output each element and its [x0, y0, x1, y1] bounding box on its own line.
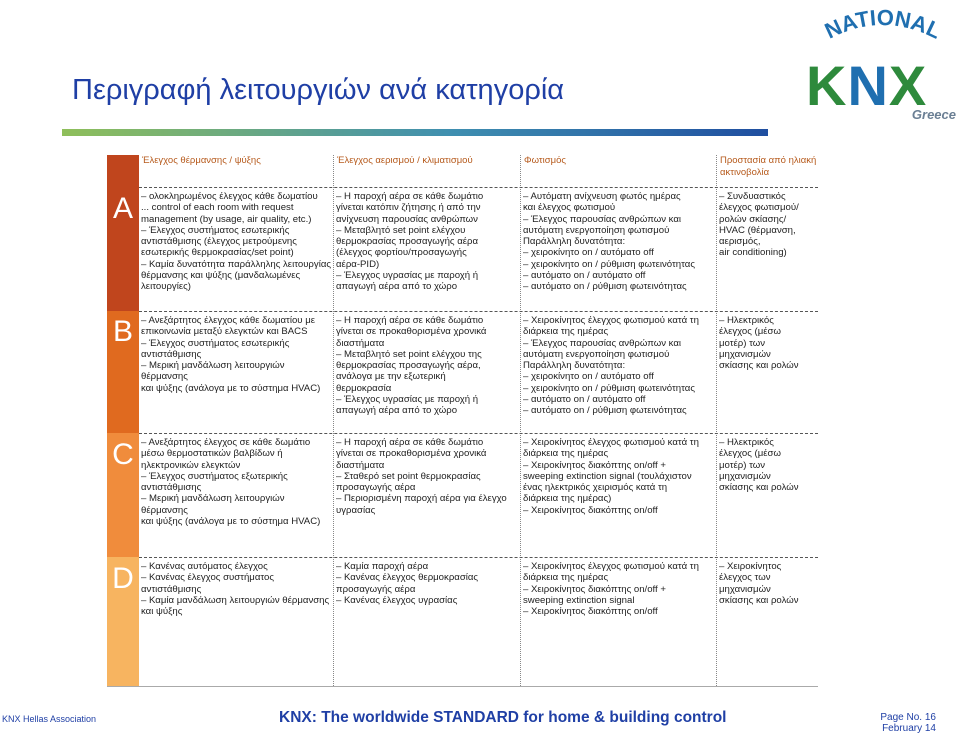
- logo-letter: N: [847, 54, 889, 117]
- logo-top-text: NATIONAL: [820, 6, 946, 44]
- footer-tagline: KNX: The worldwide STANDARD for home & building control: [279, 709, 727, 726]
- row-divider: [139, 187, 818, 188]
- logo-letter: K: [806, 54, 848, 117]
- category-label-b: B: [112, 315, 133, 348]
- cell-b-heating: – Ανεξάρτητος έλεγχος κάθε δωματίου με επικοινωνία μεταξύ ελεγκτών και BACS – Έλεγχος συστήματος εσωτερικής αντιστάθμισης – Μερική μανδάλωση λειτουργιών θέρμανσης και ψύξης (ανάλογα με το σύστημα HVAC): [141, 315, 321, 394]
- footer-page-info: [880, 712, 936, 734]
- cell-d-lighting: – Χειροκίνητος έλεγχος φωτισμού κατά τη διάρκεια της ημέρας – Χειροκίνητος διακόπτης on/off + sweeping extinction signal – Χειροκίνητος διακόπτης on/off: [523, 561, 699, 618]
- page-number: Page No. 16: [880, 712, 936, 723]
- footer-date: February 14: [882, 723, 936, 734]
- cell-a-ventilation: – Η παροχή αέρα σε κάθε δωμάτιο γίνεται κατόπιν ζήτησης ή από την ανίχνευση παρουσίας ανθρώπων – Μεταβλητό set point ελέγχου θερμοκρασίας προσαγωγής αέρα (έλεγχος φορτίου/προσαγωγής αέρα-PID) – Έλεγχος υγρασίας με παροχή ή απαγωγή αέρα από το χώρο: [336, 191, 484, 293]
- cell-c-ventilation: – Η παροχή αέρα σε κάθε δωμάτιο γίνεται σε προκαθορισμένα χρονικά διαστήματα – Σταθερό set point θερμοκρασίας προσαγωγής αέρα – Περιορισμένη παροχή αέρα για έλεγχο υγρασίας: [336, 437, 507, 516]
- cell-a-lighting: – Αυτόματη ανίχνευση φωτός ημέρας και έλεγχος φωτισμού – Έλεγχος παρουσίας ανθρώπων και αυτόματη ενεργοποίηση φωτισμού Παράλληλη δυνατότητα: – χειροκίνητο on / αυτόματο off – χειροκίνητο on / ρύθμιση φωτεινότητας – αυτόματο on / αυτόματο off – αυτόματο on / ρύθμιση φωτεινότητας: [523, 191, 695, 293]
- cell-c-lighting: – Χειροκίνητος έλεγχος φωτισμού κατά τη διάρκεια της ημέρας – Χειροκίνητος διακόπτης on/off + sweeping extinction signal (τουλάχιστον ένας ηλεκτρικός χειρισμός κατά τη διάρκεια της ημέρας) – Χειροκίνητος διακόπτης on/off: [523, 437, 699, 516]
- knx-national-logo: [804, 6, 960, 122]
- cell-c-solar: – Ηλεκτρικός έλεγχος (μέσω μοτέρ) των μηχανισμών σκίασης και ρολών: [719, 437, 799, 494]
- logo-arc-text: [804, 6, 960, 54]
- logo-knx-letters: [806, 54, 928, 117]
- function-category-table: [107, 155, 818, 686]
- row-divider: [139, 311, 818, 312]
- header-heating-cooling: Έλεγχος θέρμανσης / ψύξης: [142, 155, 261, 166]
- cell-a-solar: – Συνδυαστικός έλεγχος φωτισμού/ ρολών σκίασης/ HVAC (θέρμανση, αερισμός, air conditioning): [719, 191, 799, 259]
- category-label-c: C: [112, 438, 134, 471]
- row-divider: [139, 557, 818, 558]
- header-lighting: Φωτισμός: [524, 155, 566, 166]
- cell-d-solar: – Χειροκίνητος έλεγχος των μηχανισμών σκίασης και ρολών: [719, 561, 799, 606]
- svg-text:NATIONAL: [821, 6, 945, 44]
- cell-d-ventilation: – Καμία παροχή αέρα – Κανένας έλεγχος θερμοκρασίας προσαγωγής αέρα – Κανένας έλεγχος υγρασίας: [336, 561, 479, 606]
- category-label-d: D: [112, 562, 134, 595]
- header-ventilation: Έλεγχος αερισμού / κλιματισμού: [337, 155, 473, 166]
- cell-b-solar: – Ηλεκτρικός έλεγχος (μέσω μοτέρ) των μηχανισμών σκίασης και ρολών: [719, 315, 799, 372]
- column-divider: [333, 155, 334, 686]
- logo-letter: X: [888, 54, 928, 117]
- cell-a-heating: – ολοκληρωμένος έλεγχος κάθε δωματίου ... control of each room with request management (by usage, air quality, etc.) – Έλεγχος συστήματος εσωτερικής αντιστάθμισης (έλεγχος μετρούμενης εσωτερικής θερμοκρασίας/set point) – Καμία δυνατότητα παράλληλης λειτουργίας θέρμανσης και ψύξης (μανδαλωμένες λειτουργίες): [141, 191, 331, 293]
- cell-c-heating: – Ανεξάρτητος έλεγχος σε κάθε δωμάτιο μέσω θερμοστατικών βαλβίδων ή ηλεκτρονικών ελεγκτών – Έλεγχος συστήματος εξωτερικής αντιστάθμισης – Μερική μανδάλωση λειτουργιών θέρμανσης και ψύξης (ανάλογα με το σύστημα HVAC): [141, 437, 321, 528]
- logo-country: Greece: [911, 107, 956, 122]
- page-title: Περιγραφή λειτουργιών ανά κατηγορία: [72, 74, 565, 106]
- footer-association: KNX Hellas Association: [2, 714, 97, 724]
- band-a: [107, 155, 139, 311]
- table-bottom-edge: [107, 686, 818, 687]
- cell-b-lighting: – Χειροκίνητος έλεγχος φωτισμού κατά τη διάρκεια της ημέρας – Έλεγχος παρουσίας ανθρώπων και αυτόματη ενεργοποίηση φωτισμού Παράλληλη δυνατότητα: – χειροκίνητο on / αυτόματο off – χειροκίνητο on / ρύθμιση φωτεινότητας – αυτόματο on / αυτόματο off – αυτόματο on / ρύθμιση φωτεινότητας: [523, 315, 699, 417]
- category-label-a: A: [112, 192, 133, 225]
- header-solar-protection: Προστασία από ηλιακή ακτινοβολία: [720, 155, 817, 178]
- title-underline: [62, 129, 768, 136]
- cell-b-ventilation: – Η παροχή αέρα σε κάθε δωμάτιο γίνεται σε προκαθορισμένα χρονικά διαστήματα – Μεταβλητό set point ελέγχου της θερμοκρασίας προσαγωγής αέρα, ανάλογα με την εξωτερική θερμοκρασία – Έλεγχος υγρασίας με παροχή ή απαγωγή αέρα από το χώρο: [336, 315, 487, 417]
- cell-d-heating: – Κανένας αυτόματος έλεγχος – Κανένας έλεγχος συστήματος αντιστάθμισης – Καμία μανδάλωση λειτουργιών θέρμανσης και ψύξης: [141, 561, 330, 618]
- row-divider: [139, 433, 818, 434]
- column-divider: [520, 155, 521, 686]
